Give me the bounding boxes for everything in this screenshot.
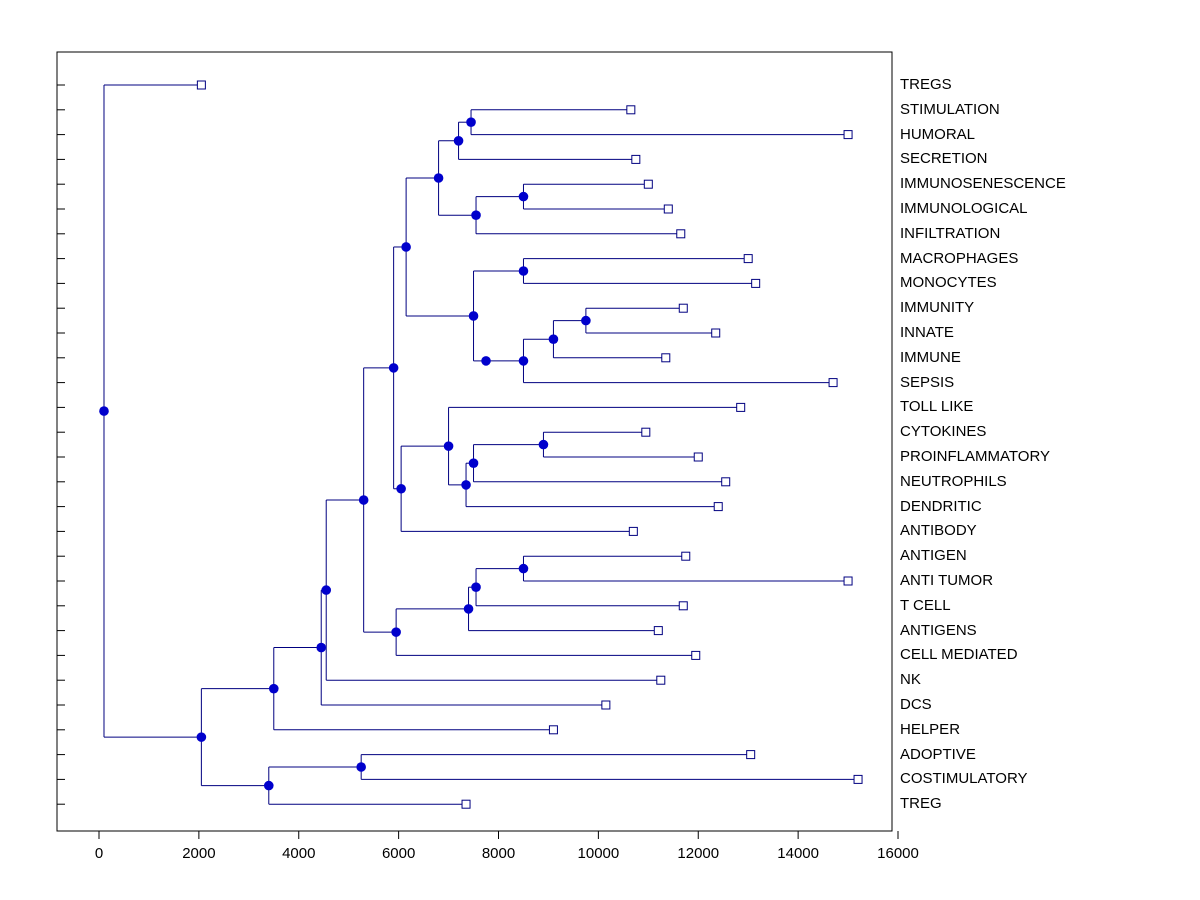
x-axis-tick-label: 2000: [182, 845, 216, 862]
leaf-label: ANTI TUMOR: [900, 572, 994, 589]
leaf-label: IMMUNOSENESCENCE: [900, 175, 1066, 193]
leaf-label: ANTIGENS: [900, 621, 977, 639]
dendrogram-node-marker: [434, 173, 444, 183]
dendrogram-leaf-marker: [662, 354, 670, 362]
dendrogram-node-marker: [469, 458, 479, 468]
dendrogram-node-marker: [99, 406, 109, 416]
dendrogram-leaf-marker: [844, 131, 852, 139]
dendrogram-leaf-marker: [629, 527, 637, 535]
leaf-label: CYTOKINES: [900, 423, 987, 441]
leaf-label: SECRETION: [900, 150, 988, 168]
leaf-label: ADOPTIVE: [900, 745, 976, 763]
leaf-label: IMMUNOLOGICAL: [900, 200, 1028, 217]
dendrogram-node-marker: [396, 484, 406, 494]
dendrogram-leaf-marker: [632, 155, 640, 163]
dendrogram-leaf-marker: [744, 255, 752, 263]
dendrogram-leaf-marker: [854, 775, 862, 783]
dendrogram-leaf-marker: [664, 205, 672, 213]
dendrogram-leaf-marker: [752, 279, 760, 287]
leaf-label: NEUTROPHILS: [900, 472, 1007, 490]
dendrogram-leaf-marker: [712, 329, 720, 337]
dendrogram-node-marker: [469, 311, 479, 321]
dendrogram-node-marker: [471, 582, 481, 592]
dendrogram-node-marker: [359, 495, 369, 505]
dendrogram-leaf-marker: [737, 403, 745, 411]
dendrogram-leaf-marker: [462, 800, 470, 808]
dendrogram-leaf-marker: [654, 627, 662, 635]
x-axis-tick-label: 10000: [577, 845, 620, 862]
dendrogram-leaf-marker: [657, 676, 665, 684]
dendrogram-leaf-marker: [642, 428, 650, 436]
dendrogram-leaf-marker: [722, 478, 730, 486]
dendrogram-node-marker: [321, 585, 331, 595]
dendrogram-node-marker: [539, 440, 549, 450]
x-axis-tick-label: 4000: [282, 845, 316, 862]
dendrogram-node-marker: [581, 316, 591, 326]
dendrogram-node-marker: [481, 356, 491, 366]
leaf-label: CELL MEDIATED: [900, 646, 1018, 664]
leaf-label: SEPSIS: [900, 373, 955, 391]
dendrogram-node-marker: [269, 684, 279, 694]
dendrogram-node-marker: [444, 441, 454, 451]
dendrogram-node-marker: [461, 480, 471, 490]
leaf-label: INFILTRATION: [900, 224, 1001, 242]
leaf-label: HELPER: [900, 720, 961, 738]
dendrogram-node-marker: [356, 762, 366, 772]
dendrogram-leaf-marker: [682, 552, 690, 560]
dendrogram-node-marker: [401, 242, 411, 252]
leaf-label: MONOCYTES: [900, 274, 997, 292]
dendrogram-leaf-marker: [677, 230, 685, 238]
dendrogram-node-marker: [471, 210, 481, 220]
x-axis-tick-label: 16000: [877, 845, 919, 862]
x-axis-tick-label: 0: [94, 845, 104, 862]
dendrogram-leaf-marker: [747, 751, 755, 759]
leaf-label: T CELL: [900, 596, 951, 614]
x-axis-tick-label: 14000: [777, 845, 819, 862]
dendrogram-node-marker: [549, 334, 559, 344]
dendrogram-node-marker: [197, 732, 207, 742]
leaf-label: IMMUNITY: [900, 299, 975, 317]
dendrogram-leaf-marker: [679, 304, 687, 312]
dendrogram-leaf-marker: [692, 651, 700, 659]
leaf-label: DCS: [900, 696, 932, 713]
dendrogram-leaf-marker: [197, 81, 205, 89]
x-axis-tick-label: 8000: [481, 845, 516, 862]
dendrogram-leaf-marker: [829, 379, 837, 387]
dendrogram-node-marker: [519, 564, 529, 574]
leaf-label: IMMUNE: [900, 348, 961, 366]
dendrogram-node-marker: [454, 136, 464, 146]
dendrogram-leaf-marker: [549, 726, 557, 734]
leaf-label: TREGS: [900, 76, 952, 93]
dendrogram-leaf-marker: [714, 503, 722, 511]
leaf-label: STIMULATION: [900, 100, 1000, 118]
dendrogram-node-marker: [519, 356, 529, 366]
dendrogram-leaf-marker: [679, 602, 687, 610]
leaf-label: NK: [900, 671, 921, 689]
leaf-label: MACROPHAGES: [900, 249, 1019, 267]
leaf-label: TOLL LIKE: [900, 398, 974, 416]
dendrogram-leaf-marker: [694, 453, 702, 461]
leaf-label: ANTIBODY: [900, 522, 977, 540]
dendrogram-leaf-marker: [644, 180, 652, 188]
leaf-label: DENDRITIC: [900, 497, 982, 515]
dendrogram-node-marker: [264, 781, 274, 791]
leaf-label: TREG: [900, 795, 942, 813]
leaf-label: COSTIMULATORY: [900, 770, 1028, 788]
dendrogram-node-marker: [316, 643, 326, 653]
dendrogram-node-marker: [389, 363, 399, 373]
leaf-label: ANTIGEN: [900, 547, 967, 565]
dendrogram-node-marker: [391, 627, 401, 637]
dendrogram-leaf-marker: [844, 577, 852, 585]
leaf-label: PROINFLAMMATORY: [900, 448, 1051, 465]
dendrogram-node-marker: [464, 604, 474, 614]
leaf-label: INNATE: [900, 324, 954, 341]
dendrogram-node-marker: [466, 117, 476, 127]
x-axis-tick-label: 6000: [381, 845, 416, 862]
leaf-label: HUMORAL: [900, 125, 976, 143]
dendrogram-leaf-marker: [602, 701, 610, 709]
dendrogram-node-marker: [519, 192, 529, 202]
x-axis-tick-label: 12000: [677, 845, 720, 862]
dendrogram-leaf-marker: [627, 106, 635, 114]
dendrogram-node-marker: [519, 266, 529, 276]
